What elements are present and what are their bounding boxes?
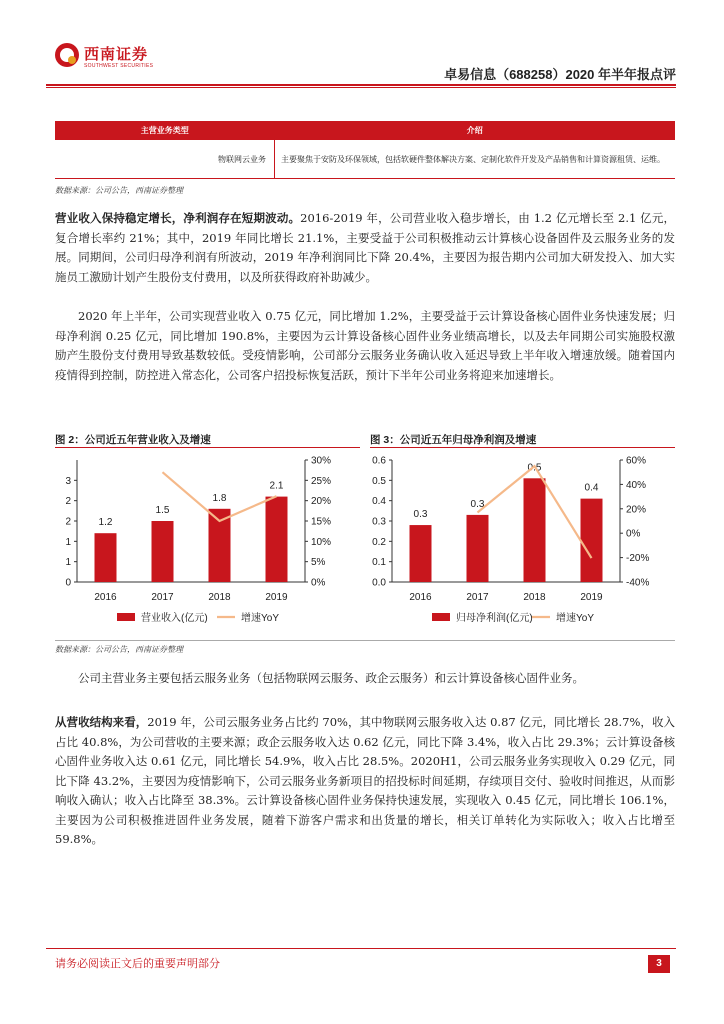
y-tick-label-right: 30% bbox=[311, 455, 332, 467]
table-row bbox=[55, 140, 675, 179]
figure-3-divider bbox=[370, 447, 675, 448]
figures-bottom-divider bbox=[55, 640, 675, 641]
y-tick-label-left: 2 bbox=[65, 496, 71, 508]
figure-3-title: 图 3：公司近五年归母净利润及增速 bbox=[370, 434, 537, 446]
table-cell-type: 物联网云业务 bbox=[55, 140, 275, 179]
y-tick-label-left: 0.4 bbox=[372, 496, 386, 508]
paragraph-revenue-structure bbox=[55, 713, 675, 850]
x-tick-label: 2016 bbox=[94, 592, 117, 603]
logo-text: 西南证券 bbox=[84, 45, 149, 63]
y-tick-label-right: 25% bbox=[311, 475, 332, 487]
table-source: 数据来源：公司公告，西南证券整理 bbox=[55, 186, 183, 195]
y-tick-label-left: 0.0 bbox=[372, 577, 386, 589]
bar-2018 bbox=[524, 478, 546, 582]
y-tick-label-right: 60% bbox=[626, 455, 647, 467]
paragraph-heading: 从营收结构来看， bbox=[55, 715, 148, 729]
y-tick-label-left: 1 bbox=[65, 557, 71, 569]
y-tick-label-right: 5% bbox=[311, 557, 326, 569]
report-title: 卓易信息（688258）2020 年半年报点评 bbox=[444, 67, 676, 82]
y-tick-label-left: 0 bbox=[65, 577, 71, 589]
bar-2019 bbox=[581, 499, 603, 582]
x-tick-label: 2019 bbox=[265, 592, 288, 603]
header-divider bbox=[46, 84, 676, 86]
table-header-row bbox=[55, 121, 675, 140]
x-tick-label: 2019 bbox=[580, 592, 603, 603]
bar-2016 bbox=[410, 525, 432, 582]
x-tick-label: 2018 bbox=[208, 592, 231, 603]
y-tick-label-left: 3 bbox=[65, 475, 71, 487]
y-tick-label-left: 0.3 bbox=[372, 516, 386, 528]
table-header-type: 主营业务类型 bbox=[55, 121, 275, 140]
y-tick-label-left: 2 bbox=[65, 516, 71, 528]
legend-swatch-bar bbox=[432, 613, 450, 621]
paragraph-h1-results: 2020 年上半年，公司实现营业收入 0.75 亿元，同比增加 1.2%，主要受益于云计算设备核心固件业务快速发展；归母净利润 0.25 亿元，同比增加 190.8%，主要因为云计算设备核心固件业务业绩高增长，以及去年同期公司实施股权激励产生股份支付费用导致基数较低。受疫情影响，公司部分云服务业务确认收入延迟导致上半年收入增速放缓。随着国内疫情得到控制，防控进入常态化，公司客户招投标恢复活跃，预计下半年公司业务将迎来加速增长。 bbox=[55, 309, 675, 382]
footer-divider bbox=[46, 948, 676, 949]
figures-source: 数据来源：公司公告，西南证券整理 bbox=[55, 645, 183, 654]
data-label: 2.1 bbox=[269, 480, 284, 492]
data-label: 1.8 bbox=[212, 492, 227, 504]
data-label: 0.5 bbox=[527, 462, 542, 474]
data-label: 1.5 bbox=[155, 505, 170, 516]
y-tick-label-left: 1 bbox=[65, 536, 71, 548]
data-label: 0.3 bbox=[413, 509, 428, 521]
x-tick-label: 2016 bbox=[409, 592, 432, 603]
paragraph-revenue-growth bbox=[55, 209, 675, 287]
y-tick-label-left: 0.6 bbox=[372, 455, 386, 467]
x-tick-label: 2017 bbox=[466, 592, 489, 603]
table-cell-desc: 主要聚焦于安防及环保领域，包括软硬件整体解决方案、定制化软件开发及产品销售和计算资源租赁、运维。 bbox=[275, 140, 676, 179]
y-tick-label-left: 0.5 bbox=[372, 475, 386, 487]
y-tick-label-right: 20% bbox=[311, 496, 332, 508]
paragraph-body: 2016-2019 年，公司营业收入稳步增长，由 1.2 亿元增长至 2.1 亿元，复合增长率约 21%；其中，2019 年同比增长 21.1%，主要受益于公司积极推动云计算核心设备固件及云服务业务的发展。同期间，公司归母净利润有所波动，2019 年净利润同比下降 20.4%，主要因为报告期内公司加大研发投入、加大实施员工激励计划产生股份支付费用，以及所获得政府补助减少。 bbox=[55, 211, 675, 284]
x-tick-label: 2017 bbox=[151, 592, 174, 603]
paragraph-heading: 营业收入保持稳定增长，净利润存在短期波动。 bbox=[55, 211, 301, 225]
data-label: 1.2 bbox=[98, 517, 113, 529]
y-tick-label-right: -20% bbox=[626, 553, 650, 565]
x-tick-label: 2018 bbox=[523, 592, 546, 603]
figure-3-chart bbox=[370, 450, 675, 635]
table-header-desc: 介绍 bbox=[275, 121, 676, 140]
y-tick-label-right: -40% bbox=[626, 577, 650, 589]
paragraph-body: 2019 年，公司云服务业务占比约 70%，其中物联网云服务收入达 0.87 亿元，同比增长 28.7%，收入占比 40.8%，为公司营收的主要来源；政企云服务收入达 0.62 亿元，同比下降 3.4%，收入占比 29.3%；云计算设备核心固件业务收入达 0.61 亿元，同比增长 54.9%，收入占比 28.5%。2020H1，公司云服务业务实现收入 0.29 亿元，同比下降 43.2%，主要因为疫情影响下，公司云服务业务新项目的招投标时间延期，存续项目交付、验收时间推迟，从而影响收入确认；收入占比降至 38.3%。云计算设备核心固件业务保持快速发展，实现收入 0.45 亿元，同比增长 106.1%，主要因为公司积极推进固件业务发展，随着下游客户需求和出货量的增长，相关订单转化为实际收入；收入占比增至 59.8%。 bbox=[55, 715, 675, 846]
data-label: 0.3 bbox=[470, 498, 485, 510]
logo-icon bbox=[55, 43, 79, 67]
legend-swatch-bar bbox=[117, 613, 135, 621]
y-tick-label-right: 20% bbox=[626, 504, 647, 516]
y-tick-label-right: 10% bbox=[311, 536, 332, 548]
bar-2017 bbox=[152, 521, 174, 582]
y-tick-label-right: 15% bbox=[311, 516, 332, 528]
figure-2-divider bbox=[55, 447, 360, 448]
y-tick-label-right: 40% bbox=[626, 479, 647, 491]
legend-label-bar: 归母净利润(亿元) bbox=[456, 613, 533, 624]
y-tick-label-left: 0.2 bbox=[372, 536, 386, 548]
legend-label-line: 增速YoY bbox=[556, 613, 594, 624]
y-tick-label-right: 0% bbox=[311, 577, 326, 589]
business-table bbox=[55, 121, 675, 179]
header-divider-thin bbox=[46, 87, 676, 88]
page-number: 3 bbox=[648, 955, 670, 973]
legend-label-line: 增速YoY bbox=[241, 613, 279, 624]
figure-2-chart bbox=[55, 450, 360, 635]
y-tick-label-left: 0.1 bbox=[372, 557, 386, 569]
bar-2017 bbox=[467, 515, 489, 582]
legend-label-bar: 营业收入(亿元) bbox=[141, 613, 208, 624]
footer-disclaimer: 请务必阅读正文后的重要声明部分 bbox=[55, 957, 220, 970]
data-label: 0.4 bbox=[584, 482, 599, 494]
bar-2016 bbox=[95, 533, 117, 582]
bar-2019 bbox=[266, 497, 288, 582]
y-tick-label-right: 0% bbox=[626, 528, 641, 540]
paragraph-business-scope: 公司主营业务主要包括云服务业务（包括物联网云服务、政企云服务）和云计算设备核心固件业务。 bbox=[78, 671, 584, 685]
figure-2-title: 图 2：公司近五年营业收入及增速 bbox=[55, 434, 211, 446]
logo-subtext: SOUTHWEST SECURITIES bbox=[84, 63, 154, 69]
